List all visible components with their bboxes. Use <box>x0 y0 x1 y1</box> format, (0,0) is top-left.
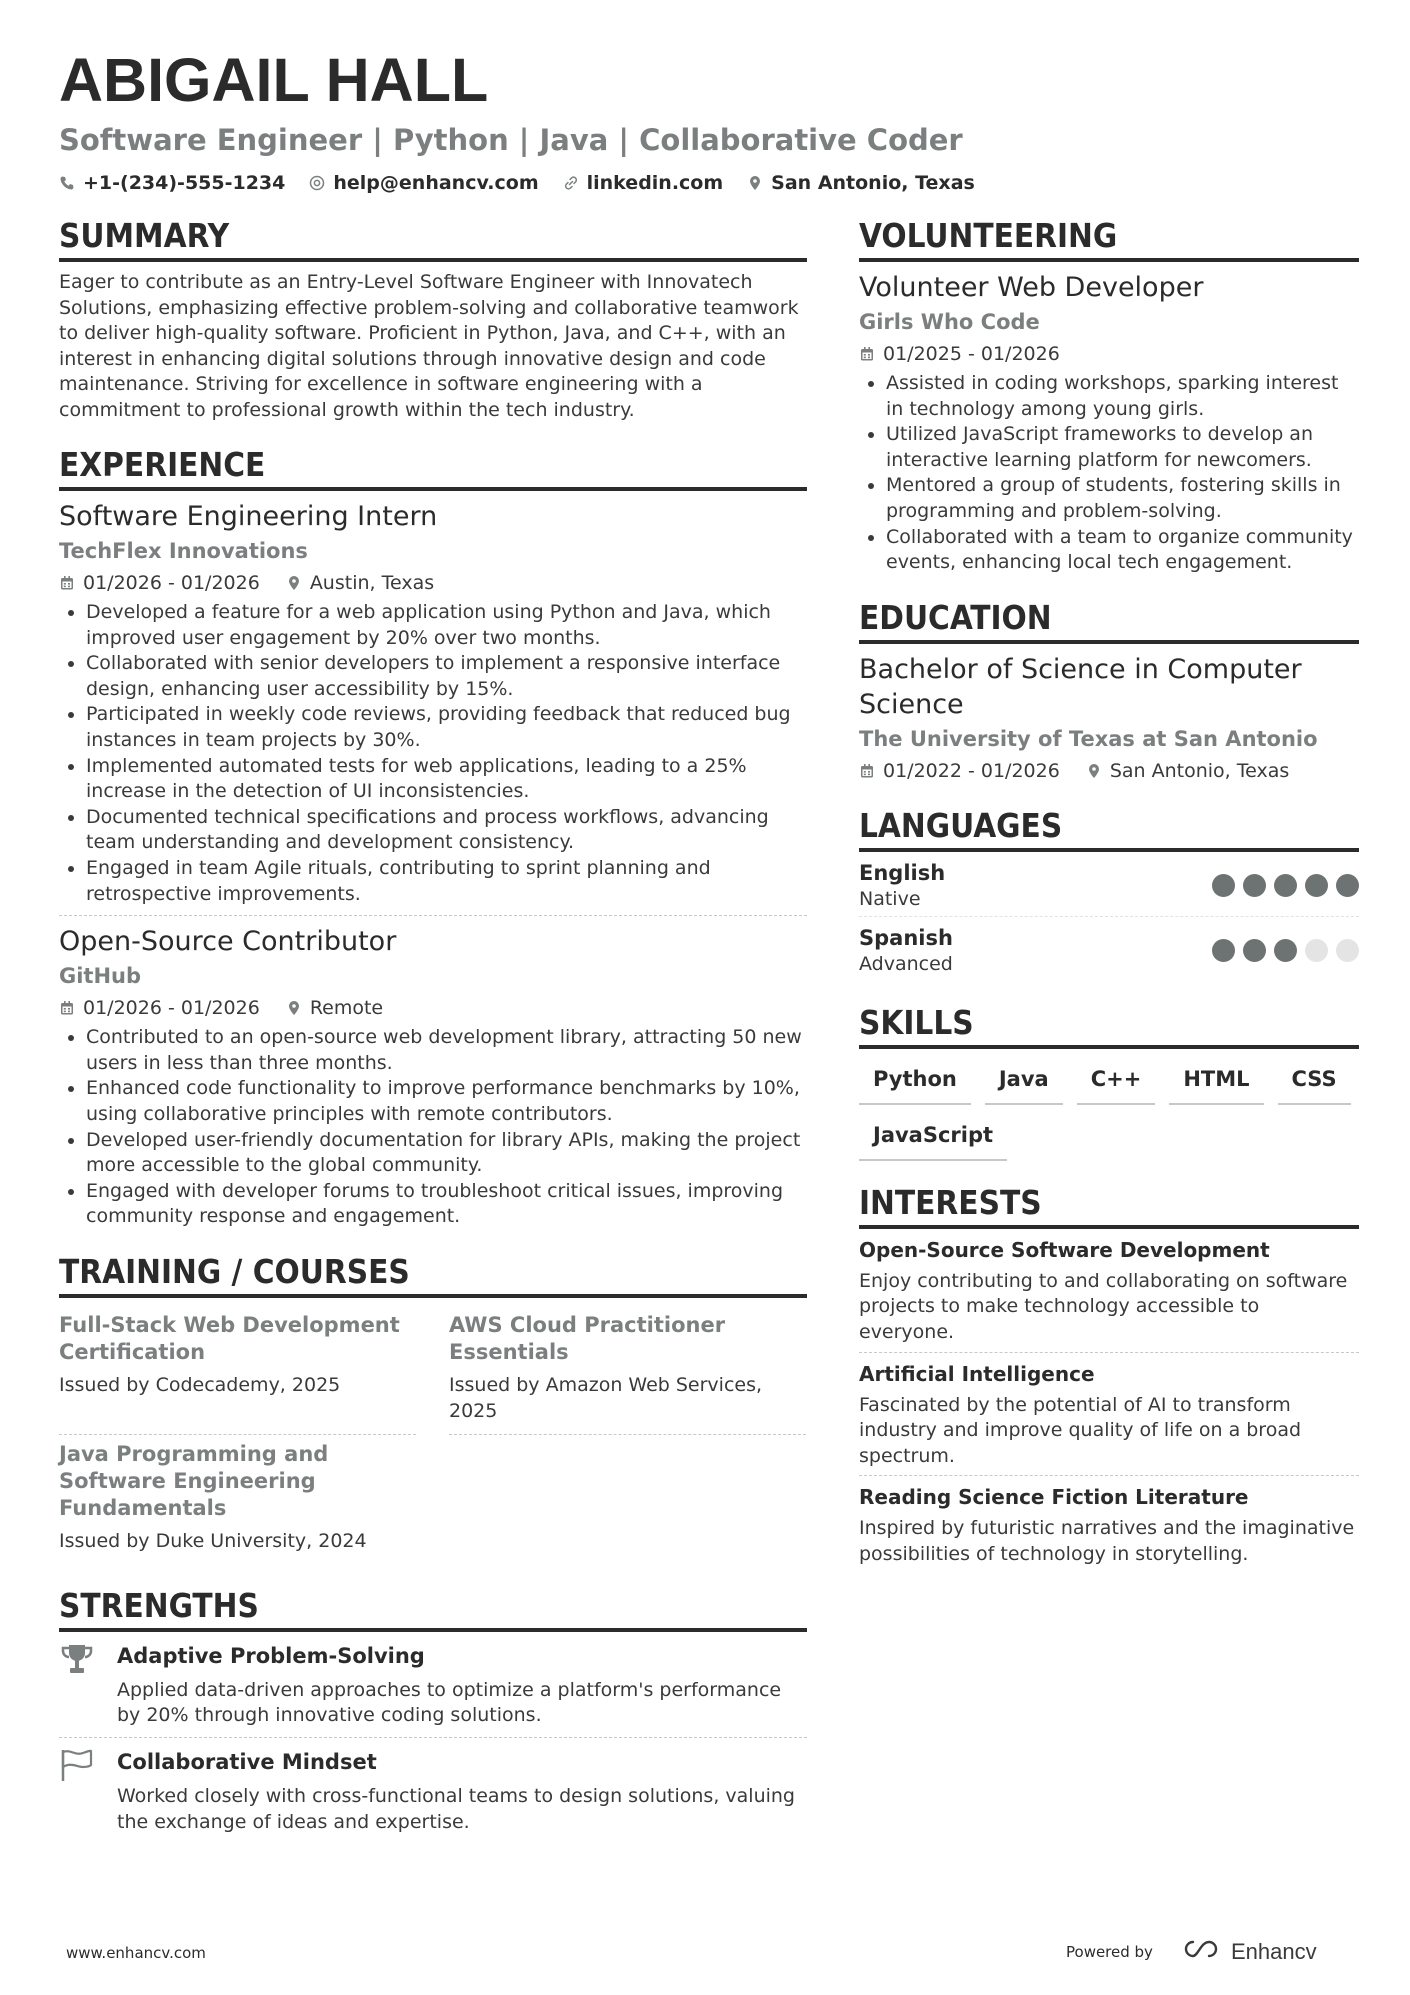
education-entry <box>859 644 1359 784</box>
rating-dot-filled <box>1212 874 1235 897</box>
languages-section <box>859 806 1359 981</box>
bullet-item: • Enhanced code functionality to improve performance benchmarks by 10%, using collaborative principles with remote contributors. <box>86 1076 807 1127</box>
experience-section <box>59 445 807 1230</box>
job-bullets <box>59 600 807 907</box>
education-dates <box>859 758 1060 784</box>
language-name: Spanish <box>859 925 953 950</box>
at-icon <box>309 175 325 191</box>
language-info <box>859 860 945 912</box>
bullet-item: • Collaborated with a team to organize community events, enhancing local tech engagement. <box>886 525 1359 576</box>
brand-name: Enhancv <box>1230 1939 1317 1964</box>
job-dates <box>59 995 260 1021</box>
volunteer-bullets <box>859 371 1359 576</box>
education-location-text: San Antonio, Texas <box>1109 759 1290 782</box>
interest-title: Artificial Intelligence <box>859 1361 1095 1386</box>
location-pin-icon <box>747 175 763 191</box>
rating-dot-filled <box>1274 939 1297 962</box>
strength-body <box>117 1642 807 1729</box>
education-heading: EDUCATION <box>859 598 1359 644</box>
volunteering-section <box>859 216 1359 576</box>
rating-dot-filled <box>1336 874 1359 897</box>
language-rating <box>1212 874 1359 897</box>
bullet-item: • Engaged in team Agile rituals, contributing to sprint planning and retrospective improvements. <box>86 856 807 907</box>
link-icon <box>563 175 579 191</box>
experience-heading: EXPERIENCE <box>59 445 807 491</box>
strength-item <box>59 1632 807 1737</box>
contact-email[interactable] <box>309 172 538 194</box>
bullet-item: • Collaborated with senior developers to implement a responsive interface design, enhancing user accessibility by 15%. <box>86 651 807 702</box>
contact-location-text: San Antonio, Texas <box>771 172 975 194</box>
job-location <box>286 570 434 596</box>
interest-item <box>859 1352 1359 1476</box>
powered-by-label: Powered by <box>1066 1943 1153 1961</box>
job-location <box>286 995 383 1021</box>
rating-dot-empty <box>1305 939 1328 962</box>
job-dates-text: 01/2026 - 01/2026 <box>83 572 260 594</box>
job-location-text: Austin, Texas <box>309 572 435 594</box>
trophy-icon <box>59 1642 95 1678</box>
enhancv-logo-icon <box>1179 1938 1223 1966</box>
contact-location <box>747 172 975 194</box>
calendar-icon <box>859 763 875 779</box>
bullet-item: • Engaged with developer forums to troubleshoot critical issues, improving community response and engagement. <box>86 1179 807 1230</box>
training-section <box>59 1252 807 1564</box>
rating-dot-empty <box>1336 939 1359 962</box>
interest-item <box>859 1229 1359 1352</box>
contact-phone-text: +1-(234)-555-1234 <box>83 172 286 194</box>
location-pin-icon <box>1086 763 1102 779</box>
course-grid <box>59 1306 807 1564</box>
job-location-text: Remote <box>309 997 384 1020</box>
course-issuer: Issued by Codecademy, 2025 <box>59 1373 341 1396</box>
language-name: English <box>859 860 946 885</box>
skill-tag: Python <box>859 1059 971 1105</box>
strength-desc: Worked closely with cross-functional teams to design solutions, valuing the exchange of ideas and expertise. <box>117 1785 795 1833</box>
summary-text: Eager to contribute as an Entry-Level Software Engineer with Innovatech Solutions, emphasizing effective problem-solving and collaborative teamwork to deliver high-quality software. Proficient in Python, Java, and C++, with an interest in enhancing digital solutions through innovative design and code maintenance. Striving for excellence in software engineering with a commitment to professional growth within the tech industry. <box>59 271 799 421</box>
course-title: AWS Cloud Practitioner Essentials <box>449 1312 726 1364</box>
calendar-icon <box>59 575 75 591</box>
course-item <box>59 1435 416 1564</box>
contact-email-text: help@enhancv.com <box>333 172 539 194</box>
skills-section <box>859 1003 1359 1161</box>
education-meta <box>859 758 1359 784</box>
bullet-item: • Developed a feature for a web application using Python and Java, which improved user engagement by 20% over two months. <box>86 600 807 651</box>
volunteer-org: Girls Who Code <box>859 310 1040 334</box>
strengths-heading: STRENGTHS <box>59 1586 807 1632</box>
skill-tag: HTML <box>1169 1059 1263 1105</box>
company-name: GitHub <box>59 964 142 989</box>
contact-bar <box>59 172 1359 194</box>
bullet-item: • Implemented automated tests for web applications, leading to a 25% increase in the detection of UI inconsistencies. <box>86 754 807 805</box>
job-dates-text: 01/2026 - 01/2026 <box>83 997 260 1020</box>
location-pin-icon <box>286 575 302 591</box>
bullet-item: • Participated in weekly code reviews, providing feedback that reduced bug instances in team projects by 30%. <box>86 702 807 753</box>
right-column <box>859 216 1359 1596</box>
contact-linkedin-text: linkedin.com <box>586 172 724 194</box>
job-bullets <box>59 1025 807 1230</box>
interests-section <box>859 1183 1359 1574</box>
skill-tag: CSS <box>1278 1059 1351 1105</box>
course-title: Full-Stack Web Development Certification <box>59 1312 400 1364</box>
interest-desc: Inspired by futuristic narratives and the imaginative possibilities of technology in storytelling. <box>859 1517 1355 1565</box>
experience-entry <box>59 915 807 1230</box>
job-meta <box>59 995 807 1021</box>
bullet-item: • Mentored a group of students, fostering skills in programming and problem-solving. <box>886 473 1359 524</box>
bullet-item: • Assisted in coding workshops, sparking interest in technology among young girls. <box>886 371 1359 422</box>
contact-linkedin[interactable] <box>563 172 724 194</box>
rating-dot-filled <box>1243 874 1266 897</box>
volunteer-dates-text: 01/2025 - 01/2026 <box>883 343 1060 365</box>
course-item <box>59 1306 416 1435</box>
bullet-item: • Documented technical specifications and process workflows, advancing team understanding and development consistency. <box>86 805 807 856</box>
volunteer-meta <box>859 341 1359 367</box>
summary-section <box>59 216 807 423</box>
volunteer-dates <box>859 341 1060 367</box>
interest-title: Open-Source Software Development <box>859 1237 1270 1262</box>
rating-dot-filled <box>1274 874 1297 897</box>
rating-dot-filled <box>1243 939 1266 962</box>
education-location <box>1086 758 1289 784</box>
interest-title: Reading Science Fiction Literature <box>859 1485 1249 1510</box>
candidate-tagline: Software Engineer | Python | Java | Collaborative Coder <box>59 123 963 157</box>
strength-title: Adaptive Problem-Solving <box>117 1643 425 1668</box>
bullet-item: • Developed user-friendly documentation for library APIs, making the project more accessible to the global community. <box>86 1128 807 1179</box>
location-pin-icon <box>286 1000 302 1016</box>
left-column <box>59 216 807 1865</box>
footer-website[interactable]: www.enhancv.com <box>66 1944 206 1962</box>
language-level: Advanced <box>859 952 953 975</box>
degree-title: Bachelor of Science in Computer Science <box>859 653 1302 720</box>
education-section <box>859 598 1359 784</box>
education-dates-text: 01/2022 - 01/2026 <box>883 759 1060 782</box>
job-title: Software Engineering Intern <box>59 501 438 532</box>
skills-heading: SKILLS <box>859 1003 1359 1049</box>
interest-desc: Enjoy contributing to and collaborating on software projects to make technology accessible to everyone. <box>859 1269 1348 1343</box>
job-meta <box>59 570 807 596</box>
brand-logo <box>1179 1938 1317 1966</box>
strength-item <box>59 1737 807 1843</box>
flag-icon <box>59 1748 95 1784</box>
strength-title: Collaborative Mindset <box>117 1750 377 1775</box>
language-item <box>859 916 1359 981</box>
strength-desc: Applied data-driven approaches to optimize a platform's performance by 20% through innovative coding solutions. <box>117 1678 782 1727</box>
skill-tag: Java <box>985 1059 1063 1105</box>
skill-tag: C++ <box>1077 1059 1156 1105</box>
summary-heading: SUMMARY <box>59 216 807 262</box>
school-name: The University of Texas at San Antonio <box>859 726 1318 751</box>
skill-tag: JavaScript <box>859 1115 1007 1161</box>
volunteer-role: Volunteer Web Developer <box>859 272 1204 303</box>
strength-body <box>117 1748 807 1835</box>
contact-phone[interactable] <box>59 172 285 194</box>
job-dates <box>59 570 260 596</box>
strengths-section <box>59 1586 807 1843</box>
rating-dot-filled <box>1212 939 1235 962</box>
language-item <box>859 852 1359 916</box>
interests-heading: INTERESTS <box>859 1183 1359 1229</box>
course-item <box>449 1306 806 1435</box>
interest-desc: Fascinated by the potential of AI to transform industry and improve quality of life on a broad spectrum. <box>859 1393 1302 1467</box>
language-info <box>859 925 953 977</box>
course-issuer: Issued by Amazon Web Services, 2025 <box>449 1373 763 1422</box>
bullet-item: • Utilized JavaScript frameworks to develop an interactive learning platform for newcomers. <box>886 422 1359 473</box>
footer-branding[interactable] <box>1066 1938 1317 1966</box>
volunteer-entry <box>859 262 1359 576</box>
skill-list <box>859 1059 1359 1161</box>
course-issuer: Issued by Duke University, 2024 <box>59 1529 367 1552</box>
resume-header <box>59 44 1359 194</box>
calendar-icon <box>59 1000 75 1016</box>
phone-icon <box>59 175 75 191</box>
job-title: Open-Source Contributor <box>59 926 397 958</box>
bullet-item: • Contributed to an open-source web development library, attracting 50 new users in less than three months. <box>86 1025 807 1076</box>
candidate-name: ABIGAIL HALL <box>59 46 489 114</box>
calendar-icon <box>859 346 875 362</box>
training-heading: TRAINING / COURSES <box>59 1252 807 1298</box>
volunteering-heading: VOLUNTEERING <box>859 216 1359 262</box>
experience-entry <box>59 491 807 907</box>
language-level: Native <box>859 887 921 910</box>
rating-dot-filled <box>1305 874 1328 897</box>
company-name: TechFlex Innovations <box>59 539 308 563</box>
interest-item <box>859 1475 1359 1573</box>
language-rating <box>1212 939 1359 962</box>
course-title: Java Programming and Software Engineering Fundamentals <box>59 1441 329 1520</box>
languages-heading: LANGUAGES <box>859 806 1359 852</box>
